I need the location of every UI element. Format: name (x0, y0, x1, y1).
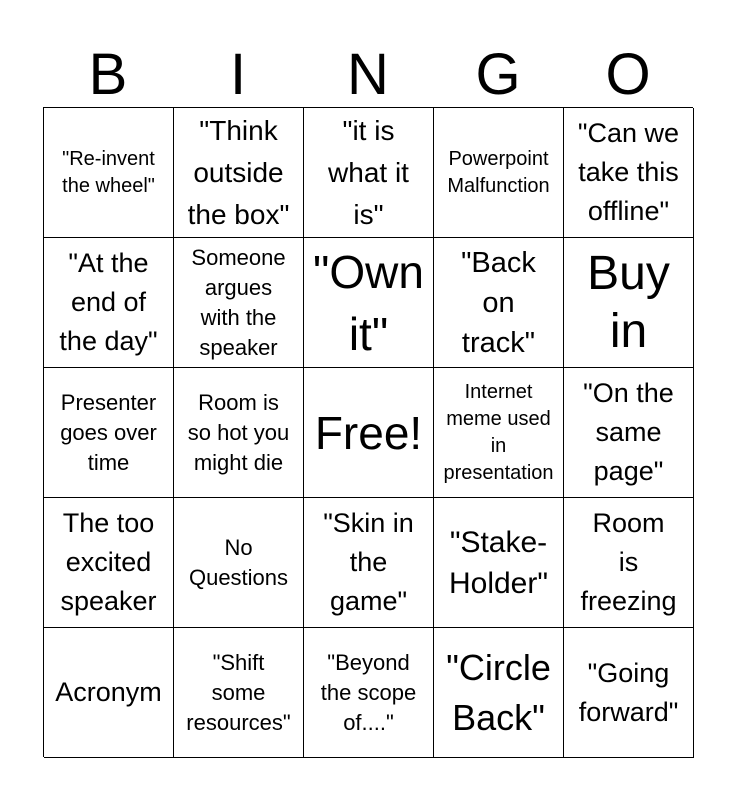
cell-text: "Own it" (313, 245, 424, 360)
bingo-cell-r4-c2[interactable] (174, 498, 304, 628)
cell-text: Presenter goes over time (60, 389, 157, 475)
cell-text: "Circle Back" (446, 646, 551, 738)
bingo-cell-r5-c4[interactable] (434, 628, 564, 758)
cell-text: "Back on track" (461, 246, 536, 359)
bingo-header (43, 44, 693, 106)
cell-text: "Skin in the game" (323, 508, 414, 616)
cell-text: "it is what it is" (328, 114, 409, 230)
header-letter-n: N (347, 42, 389, 107)
cell-text: "Think outside the box" (187, 114, 290, 230)
cell-text: "Beyond the scope of...." (320, 649, 417, 735)
bingo-cell-r4-c1[interactable] (44, 498, 174, 628)
bingo-cell-r4-c4[interactable] (434, 498, 564, 628)
bingo-cell-r3-c2[interactable] (174, 368, 304, 498)
cell-text: Buy in (587, 246, 670, 358)
bingo-cell-r1-c5[interactable] (564, 108, 694, 238)
header-letter-b: B (88, 42, 128, 107)
cell-text: "Shift some resources" (186, 649, 291, 735)
cell-text: "Stake- Holder" (448, 525, 549, 600)
cell-text: "Can we take this offline" (577, 118, 680, 226)
bingo-cell-r1-c2[interactable] (174, 108, 304, 238)
cell-text: Internet meme used in presentation (443, 380, 554, 484)
bingo-cell-r2-c1[interactable] (44, 238, 174, 368)
cell-text: "At the end of the day" (59, 248, 158, 356)
bingo-cell-r2-c3[interactable] (304, 238, 434, 368)
cell-text: Someone argues with the speaker (191, 244, 286, 360)
bingo-cell-r2-c2[interactable] (174, 238, 304, 368)
cell-text: Room is so hot you might die (187, 389, 290, 475)
cell-text: No Questions (188, 534, 289, 590)
bingo-cell-r2-c5[interactable] (564, 238, 694, 368)
header-letter-g: G (475, 42, 521, 107)
bingo-cell-r5-c5[interactable] (564, 628, 694, 758)
bingo-cell-r5-c1[interactable] (44, 628, 174, 758)
bingo-cell-r3-c3[interactable] (304, 368, 434, 498)
header-letter-o: O (605, 42, 651, 107)
bingo-cell-r1-c4[interactable] (434, 108, 564, 238)
header-letter-i: I (229, 42, 247, 107)
cell-text: "Going forward" (578, 657, 679, 727)
cell-text: Free! (314, 406, 423, 459)
bingo-cell-r3-c5[interactable] (564, 368, 694, 498)
bingo-cell-r4-c3[interactable] (304, 498, 434, 628)
bingo-cell-r3-c1[interactable] (44, 368, 174, 498)
bingo-cell-r1-c1[interactable] (44, 108, 174, 238)
bingo-cell-r5-c3[interactable] (304, 628, 434, 758)
cell-text: The too excited speaker (60, 508, 157, 616)
cell-text: Powerpoint Malfunction (447, 147, 550, 197)
bingo-cell-r4-c5[interactable] (564, 498, 694, 628)
bingo-cell-r3-c4[interactable] (434, 368, 564, 498)
bingo-cell-r5-c2[interactable] (174, 628, 304, 758)
cell-text: "Re-invent the wheel" (62, 147, 155, 197)
cell-text: Room is freezing (580, 508, 677, 616)
bingo-cell-r1-c3[interactable] (304, 108, 434, 238)
bingo-cell-r2-c4[interactable] (434, 238, 564, 368)
cell-text: Acronym (55, 677, 162, 707)
cell-text: "On the same page" (583, 378, 674, 486)
bingo-grid (43, 107, 693, 757)
